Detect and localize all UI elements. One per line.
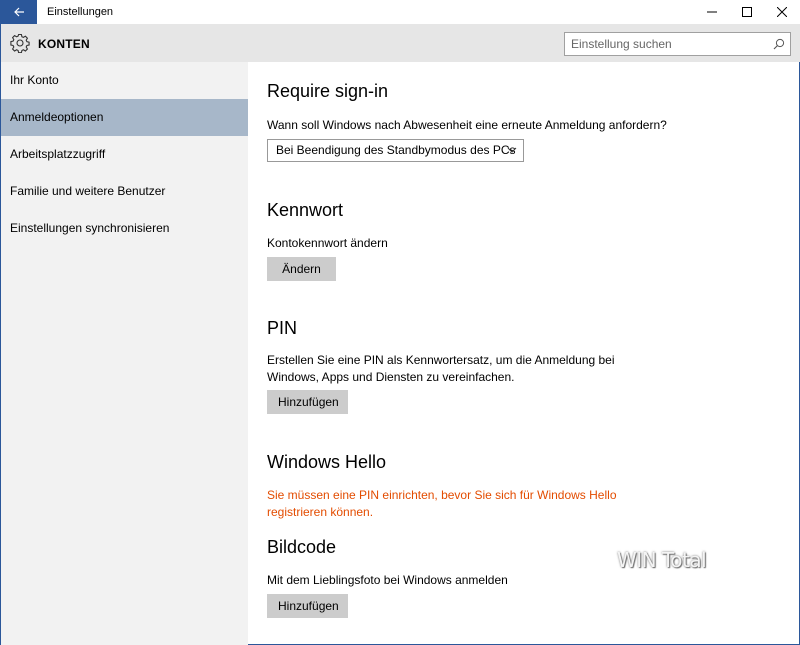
page-header — [1, 24, 800, 62]
windows-hello-warning-line2: registrieren können. — [267, 505, 374, 519]
password-heading: Kennwort — [267, 200, 344, 220]
search-input[interactable] — [565, 33, 765, 55]
search-icon[interactable] — [773, 38, 785, 50]
change-password-button[interactable]: Ändern — [267, 257, 336, 281]
picture-password-description: Mit dem Lieblingsfoto bei Windows anmelden — [267, 573, 508, 587]
pin-description-line2: Windows, Apps und Diensten zu vereinfachen. — [267, 370, 515, 384]
require-signin-description: Wann soll Windows nach Abwesenheit eine erneute Anmeldung anfordern? — [267, 118, 667, 132]
back-arrow-icon — [13, 6, 25, 18]
windows-hello-warning-line1: Sie müssen eine PIN einrichten, bevor Sie sich für Windows Hello — [267, 488, 617, 502]
search-box[interactable] — [564, 32, 791, 56]
gear-icon — [10, 33, 30, 53]
require-signin-dropdown[interactable] — [267, 139, 524, 162]
sidebar-item-synchronisieren[interactable]: Einstellungen synchronisieren — [10, 221, 170, 235]
close-icon — [777, 7, 787, 17]
sidebar-item-familie[interactable]: Familie und weitere Benutzer — [10, 184, 166, 198]
maximize-button[interactable] — [730, 0, 764, 24]
pin-heading: PIN — [267, 318, 298, 338]
require-signin-heading: Require sign-in — [267, 81, 389, 101]
password-description: Kontokennwort ändern — [267, 236, 388, 250]
sidebar-item-anmeldeoptionen[interactable]: Anmeldeoptionen — [1, 99, 248, 136]
picture-password-heading: Bildcode — [267, 537, 337, 557]
minimize-icon — [707, 7, 717, 17]
minimize-button[interactable] — [695, 0, 729, 24]
watermark-text: WIN Total — [617, 548, 707, 572]
close-button[interactable] — [765, 0, 799, 24]
chevron-down-icon — [507, 146, 517, 154]
window-title: Einstellungen — [47, 6, 114, 18]
add-picture-password-button[interactable]: Hinzufügen — [267, 594, 348, 618]
pin-description-line1: Erstellen Sie eine PIN als Kennwortersatz, um die Anmeldung bei — [267, 353, 615, 367]
sidebar-item-arbeitsplatzzugriff[interactable]: Arbeitsplatzzugriff — [10, 147, 106, 161]
back-button[interactable] — [1, 0, 37, 24]
add-pin-button[interactable]: Hinzufügen — [267, 390, 348, 414]
dropdown-value: Bei Beendigung des Standbymodus des PCs — [276, 143, 516, 157]
watermark-logo — [605, 540, 725, 578]
maximize-icon — [742, 7, 752, 17]
sidebar-item-ihr-konto[interactable]: Ihr Konto — [10, 73, 59, 87]
title-bar — [1, 0, 800, 24]
page-title: KONTEN — [38, 37, 90, 51]
sidebar — [1, 62, 248, 645]
windows-hello-heading: Windows Hello — [267, 452, 387, 472]
